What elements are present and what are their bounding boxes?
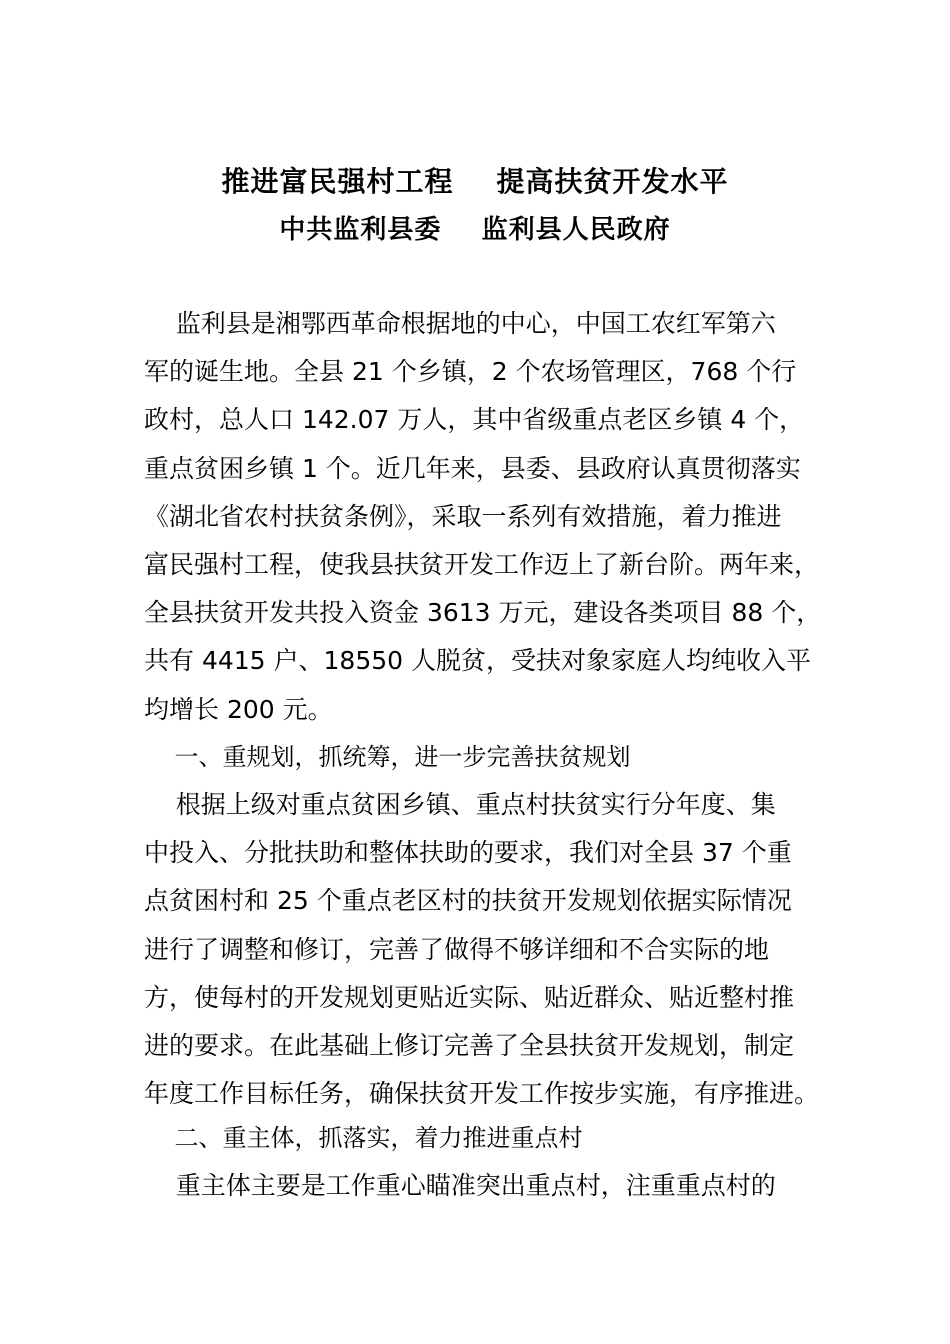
section-heading-1 [144,733,808,781]
paragraph-line: 进的要求。在此基础上修订完善了全县扶贫开发规划，制定 [144,1030,795,1060]
paragraph-line: 监利县是湘鄂西革命根据地的中心，中国工农红军第六 [144,309,776,338]
paragraph-line: 共有 4415 户、18550 人脱贫，受扶对象家庭人均纯收入平 [144,646,811,676]
document-title: 推进富民强村工程 提高扶贫开发水平 [221,165,729,198]
paragraph-line: 中投入、分批扶助和整体扶助的要求，我们对全县 37 个重 [144,838,792,868]
paragraph-line: 点贫困村和 25 个重点老区村的扶贫开发规划依据实际情况 [144,886,792,916]
paragraph-line: 全县扶贫开发共投入资金 3613 万元，建设各类项目 88 个， [144,598,822,628]
document-author: 中共监利县委 监利县人民政府 [279,215,671,245]
paragraph-1 [144,300,822,734]
paragraph-line: 年度工作目标任务，确保扶贫开发工作按步实施，有序推进。 [144,1079,820,1109]
heading-text: 一、重规划，抓统筹，进一步完善扶贫规划 [144,743,631,771]
paragraph-line: 重点贫困乡镇 1 个。近几年来，县委、县政府认真贯彻落实 [144,453,801,483]
heading-text: 二、重主体，抓落实，着力推进重点村 [144,1124,583,1152]
paragraph-line: 重主体主要是工作重心瞄准突出重点村，注重重点村的 [144,1171,776,1200]
section-heading-2 [144,1114,808,1162]
paragraph-line: 均增长 200 元。 [144,694,333,724]
paragraph-2 [144,781,820,1118]
paragraph-line: 军的诞生地。全县 21 个乡镇，2 个农场管理区，768 个行 [144,357,797,387]
paragraph-line: 富民强村工程，使我县扶贫开发工作迈上了新台阶。两年来， [144,549,820,579]
paragraph-line: 根据上级对重点贫困乡镇、重点村扶贫实行分年度、集 [144,790,776,819]
paragraph-line: 政村，总人口 142.07 万人，其中省级重点老区乡镇 4 个， [144,405,805,435]
paragraph-line: 方，使每村的开发规划更贴近实际、贴近群众、贴近整村推 [144,982,795,1012]
paragraph-line: 《湖北省农村扶贫条例》，采取一系列有效措施，着力推进 [144,501,782,531]
paragraph-line: 进行了调整和修订，完善了做得不够详细和不合实际的地 [144,934,770,964]
paragraph-3 [144,1162,808,1210]
